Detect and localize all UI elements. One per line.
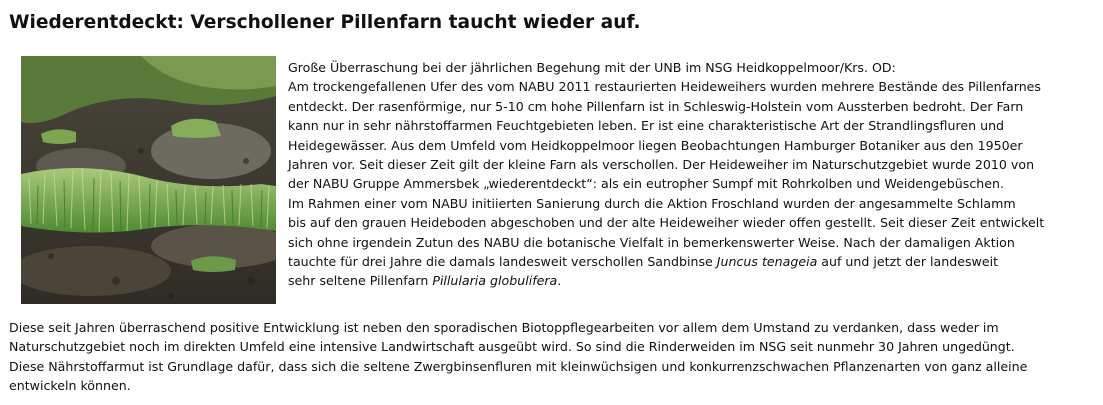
outro-line: Diese seit Jahren überraschend positive Entwicklung ist neben den sporadischen Biotoppflegearbeiten vor allem dem Umstand zu verdanken, dass weder im bbox=[9, 320, 999, 335]
intro-text-segment: . bbox=[557, 273, 562, 289]
intro-line: Große Überraschung bei der jährlichen Begehung mit der UNB im NSG Heidkoppelmoor/Krs. OD: bbox=[288, 60, 896, 75]
species-name-juncus: Juncus tenageia bbox=[716, 254, 818, 270]
page-title: Wiederentdeckt: Verschollener Pillenfarn taucht wieder auf. bbox=[9, 12, 641, 33]
intro-text-segment: auf und jetzt der landesweit bbox=[817, 254, 999, 270]
pillwort-photo bbox=[21, 56, 276, 304]
intro-line bbox=[288, 271, 1088, 290]
intro-line: Am trockengefallenen Ufer des vom NABU 2011 restaurierten Heideweihers wurden mehrere Bestände des Pillenfarnes bbox=[288, 79, 1041, 95]
intro-line: kann nur in sehr nährstoffarmen Feuchtgebieten leben. Er ist eine charakteristische Art der Strandlingsfluren und bbox=[288, 118, 1005, 134]
intro-line: Im Rahmen einer vom NABU initiierten Sanierung durch die Aktion Froschland wurden der angesammelte Schlamm bbox=[288, 195, 1016, 211]
species-name-pillularia: Pillularia globulifera bbox=[432, 273, 558, 289]
intro-text-segment: tauchte für drei Jahre die damals landesweit verschollen Sandbinse bbox=[288, 254, 717, 270]
intro-paragraph bbox=[288, 58, 1088, 291]
intro-line: Jahren vor. Seit dieser Zeit gilt der kleine Farn als verschollen. Der Heideweiher im Naturschutzgebiet wurde 2010 von bbox=[288, 157, 1035, 173]
intro-line: entdeckt. Der rasenförmige, nur 5-10 cm hohe Pillenfarn ist in Schleswig-Holstein vom Aussterben bedroht. Der Farn bbox=[288, 98, 1024, 114]
intro-line: bis auf den grauen Heideboden abgeschoben und der alte Heideweiher wieder offen gestellt. Seit dieser Zeit entwickelt bbox=[288, 215, 1045, 231]
intro-line bbox=[288, 252, 1088, 271]
outro-paragraph bbox=[9, 318, 1094, 396]
outro-line: Naturschutzgebiet noch im direkten Umfeld eine intensive Landwirtschaft ausgeübt wird. So sind die Rinderweiden im NSG seit nunmehr 30 Jahren ungedüngt. bbox=[9, 339, 1015, 355]
intro-line: Heidegewässer. Aus dem Umfeld vom Heidkoppelmoor liegen Beobachtungen Hamburger Botaniker aus den 1950er bbox=[288, 137, 1023, 153]
intro-line: der NABU Gruppe Ammersbek „wiederentdeckt“: als ein eutropher Sumpf mit Rohrkolben und Weidengebüschen. bbox=[288, 176, 1004, 192]
outro-line: Diese Nährstoffarmut ist Grundlage dafür, dass sich die seltene Zwergbinsenfluren mit kleinwüchsigen und konkurrenzschwachen Pflanzenarten von ganz alleine bbox=[9, 358, 1028, 374]
outro-line: entwickeln können. bbox=[9, 378, 131, 394]
intro-text-segment: sehr seltene Pillenfarn bbox=[288, 273, 433, 289]
intro-line: sich ohne irgendein Zutun des NABU die botanische Vielfalt in bemerkenswerter Weise. Nach der damaligen Aktion bbox=[288, 234, 1015, 250]
pillwort-photo-icon bbox=[21, 56, 276, 304]
